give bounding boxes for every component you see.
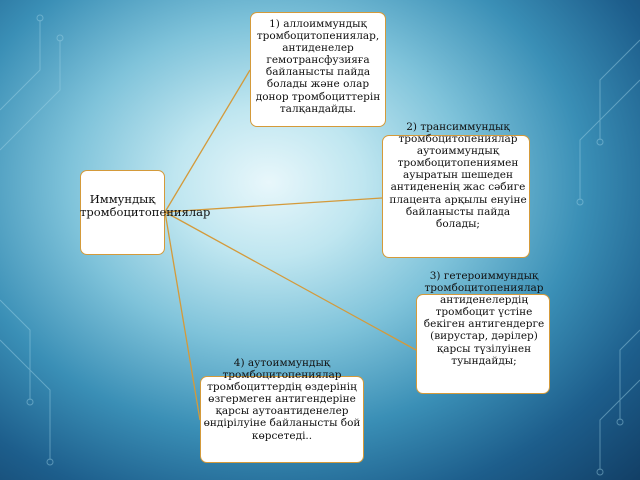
connector-branch-3 xyxy=(165,212,416,350)
branch-3-label: 3) гетероиммундық тромбоцитопениялар антиденелердің тромбоцит үстіне бекіген антигендерге (вирустар, дәрілер) қарсы түзілуінен туындайды; xyxy=(423,270,545,367)
branch-4-label: 4) аутоиммундық тромбоцитопениялар тромбоциттердің өздерінің өзгермеген антигендеріне қарсы аутоантиденелер өндірілуіне байланысты бой көрсетеді.. xyxy=(203,357,361,442)
connector-branch-4 xyxy=(165,212,200,420)
branch-1-label: 1) аллоиммундық тромбоцитопениялар, антиденелер гемотрансфузияға байланысты пайда болады және олар донор тромбоциттерін талқандайды. xyxy=(255,18,381,115)
root-node-label: Иммундық тромбоцитопениялар xyxy=(80,192,211,219)
branch-2-label: 2) трансиммундық тромбоцитопениялар аутоиммундық тромбоцитопениямен ауыратын шешеден антидененің жас сәбиге плацента арқылы енуіне байланысты пайда болады; xyxy=(389,121,527,230)
connector-branch-1 xyxy=(165,70,250,212)
